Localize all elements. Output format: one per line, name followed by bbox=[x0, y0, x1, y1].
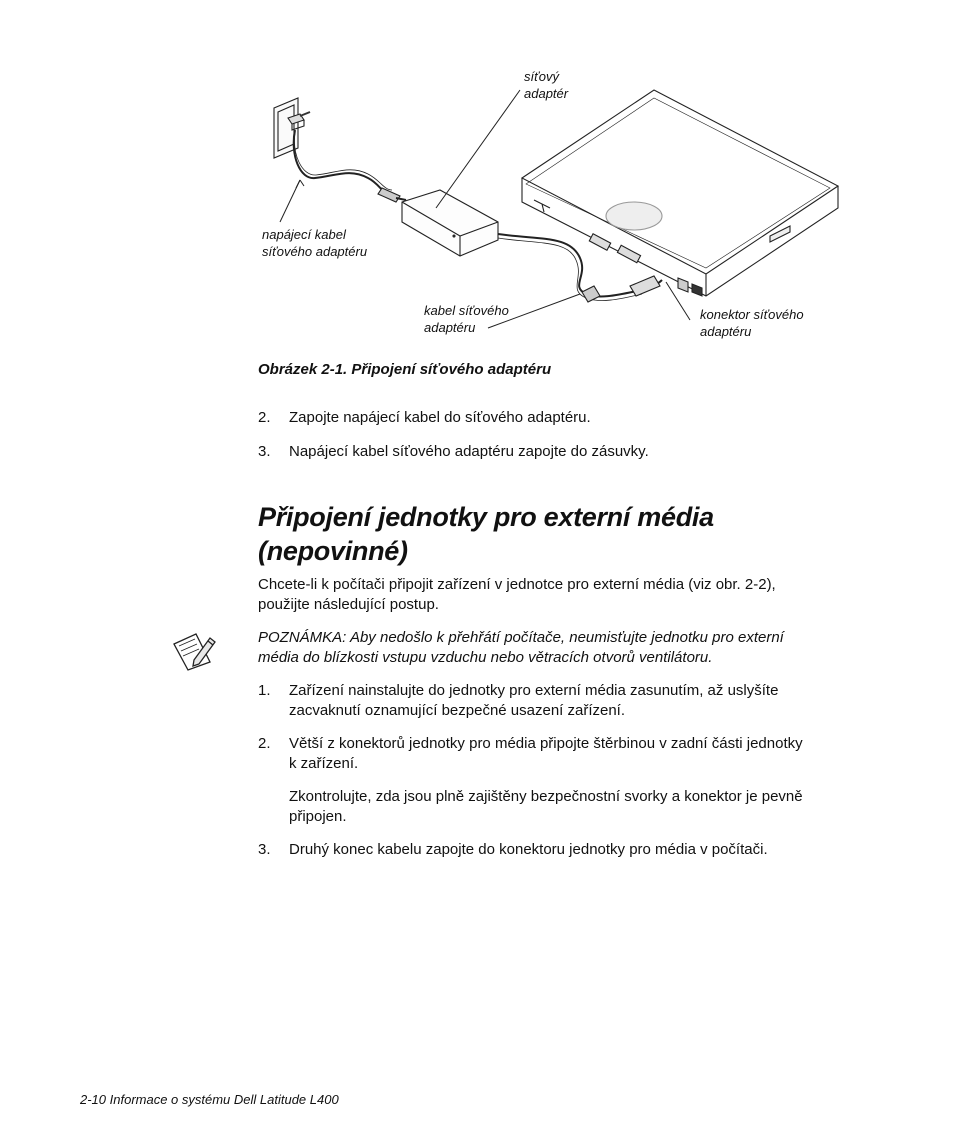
step-line: Zkontrolujte, zda jsou plně zajištěny bezpečnostní svorky a konektor je pevně bbox=[289, 788, 803, 805]
heading-line: (nepovinné) bbox=[258, 536, 408, 566]
step-text bbox=[289, 840, 849, 860]
step-line: Druhý konec kabelu zapojte do konektoru jednotky pro média v počítači. bbox=[289, 841, 768, 858]
page-footer: 2-10 Informace o systému Dell Latitude L400 bbox=[80, 1092, 339, 1107]
note-pencil-icon bbox=[170, 630, 216, 672]
label-line: kabel síťového bbox=[424, 303, 509, 318]
step-line: Větší z konektorů jednotky pro média připojte štěrbinou v zadní části jednotky bbox=[289, 735, 803, 752]
note-line: POZNÁMKA: Aby nedošlo k přehřátí počítače, neumisťujte jednotku pro externí bbox=[258, 629, 784, 646]
label-line: síťový bbox=[524, 69, 559, 84]
label-adapter-connector bbox=[700, 306, 804, 340]
step-number: 1. bbox=[258, 682, 271, 699]
section-heading bbox=[258, 500, 714, 568]
ac-adapter-block bbox=[402, 190, 498, 256]
label-power-cable bbox=[262, 226, 367, 260]
note-line: média do blízkosti vstupu vzduchu nebo větracích otvorů ventilátoru. bbox=[258, 649, 713, 666]
intro-line: použijte následující postup. bbox=[258, 596, 439, 613]
step-text bbox=[289, 734, 849, 774]
step-number: 2. bbox=[258, 735, 271, 752]
label-line: adaptér bbox=[524, 86, 569, 101]
figure-caption: Obrázek 2-1. Připojení síťového adaptéru bbox=[258, 361, 552, 378]
step-line: zacvaknutí oznamující bezpečné usazení zařízení. bbox=[289, 702, 626, 719]
label-line: adaptéru bbox=[424, 320, 476, 335]
ac-adapter-connection-figure bbox=[250, 60, 870, 360]
step-number: 3. bbox=[258, 443, 271, 460]
heading-line: Připojení jednotky pro externí média bbox=[258, 502, 714, 532]
section-intro bbox=[258, 575, 848, 615]
step-text: Napájecí kabel síťového adaptéru zapojte do zásuvky. bbox=[289, 443, 649, 460]
intro-line: Chcete-li k počítači připojit zařízení v jednotce pro externí média (viz obr. 2-2), bbox=[258, 576, 776, 593]
note-text bbox=[258, 628, 848, 668]
step-text: Zapojte napájecí kabel do síťového adaptéru. bbox=[289, 409, 591, 426]
step-number: 2. bbox=[258, 409, 271, 426]
step-line: k zařízení. bbox=[289, 755, 359, 772]
step-text bbox=[289, 681, 849, 721]
label-ac-adapter bbox=[524, 68, 568, 102]
label-line: adaptéru bbox=[700, 324, 752, 339]
label-line: napájecí kabel bbox=[262, 227, 346, 242]
step-line: Zařízení nainstalujte do jednotky pro externí média zasunutím, až uslyšíte bbox=[289, 682, 779, 699]
label-line: konektor síťového bbox=[700, 307, 804, 322]
label-adapter-cable bbox=[424, 302, 509, 336]
step-extra-text bbox=[289, 787, 849, 827]
leader-ac-adapter bbox=[436, 90, 520, 208]
power-cable bbox=[294, 130, 390, 194]
label-line: síťového adaptéru bbox=[262, 244, 368, 259]
step-number: 3. bbox=[258, 841, 271, 858]
step-line: připojen. bbox=[289, 808, 347, 825]
